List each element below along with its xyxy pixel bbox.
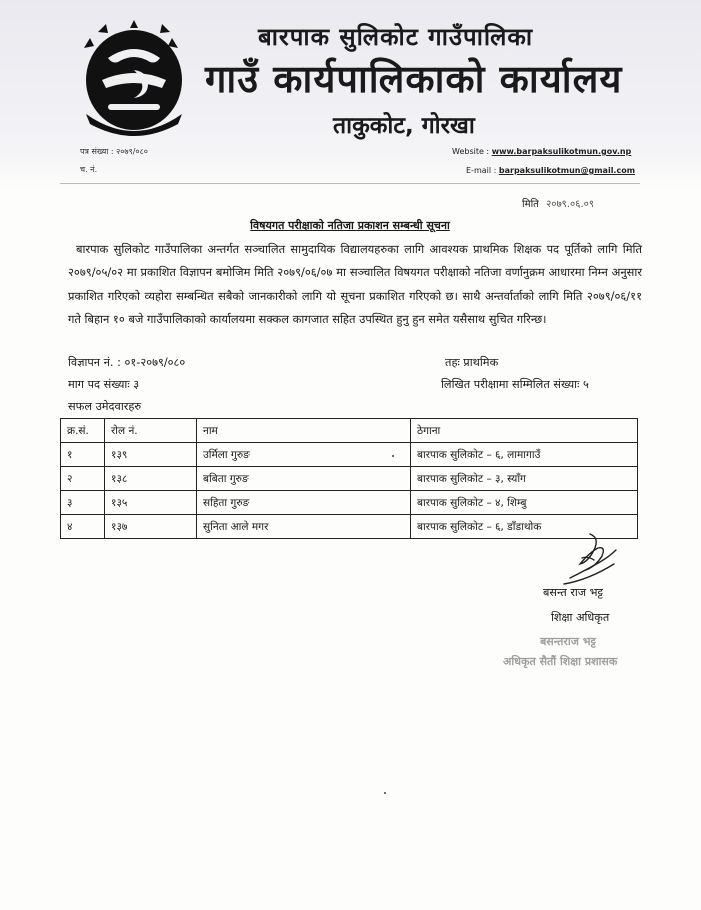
reference-number: पत्र संख्या : २०७९/०८० [80, 147, 148, 156]
signer-name: बसन्त राज भट्ट [543, 586, 603, 599]
cell-name: बबिता गुरुङ [197, 467, 411, 491]
email-line [466, 166, 635, 175]
cell-serial: १ [61, 443, 105, 467]
advertisement-number: विज्ञापन नं. : ०१-२०७९/०८० [68, 356, 186, 369]
header-serial: क्र.सं. [61, 419, 105, 443]
cell-roll: १३५ [105, 491, 197, 515]
table-row [61, 515, 638, 539]
cell-roll: १३८ [105, 467, 197, 491]
email-label: E-mail : [466, 166, 497, 175]
date-value: २०७९.०६.०९ [546, 199, 595, 210]
successful-candidates-label: सफल उमेदवारहरु [68, 400, 142, 413]
cell-roll: १३७ [105, 515, 197, 539]
examinees-count: लिखित परीक्षामा सम्मिलित संख्याः ५ [441, 378, 589, 391]
nepal-emblem-icon [78, 18, 190, 136]
level-label: तहः प्राथमिक [445, 356, 499, 369]
cell-serial: ३ [61, 491, 105, 515]
cell-name: सहिता गुरुङ [197, 491, 411, 515]
dispatch-number: च. नं. [80, 165, 98, 174]
cell-address: बारपाक सुलिकोट – ४, शिम्बु [411, 491, 638, 515]
notice-body: बारपाक सुलिकोट गाउँपालिका अन्तर्गत सञ्चालित सामुदायिक विद्यालयहरुका लागि आवश्यक प्राथमिक शिक्षक पद पूर्तिको लागि मिति २०७९/०५/०२ मा प्रकाशित विज्ञापन बमोजिम मिति २०७९/०६/०७ मा सञ्चालित विषयगत परीक्षाको नतिजा वर्णानुक्रम आधारमा निम्न अनुसार प्रकाशित गरिएको व्यहोरा सम्बन्धित सबैको जानकारीको लागि यो सूचना प्रकाशित गरिएको छ। साथै अन्तर्वार्ताको लागि मिति २०७९/०६/११ गते बिहान १० बजे गाउँपालिकाको कार्यालयमा सक्कल कागजात सहित उपस्थित हुनु हुन समेत यसैसाथ सुचित गरिन्छ। [68, 242, 642, 327]
cell-serial: २ [61, 467, 105, 491]
header-name: नाम [197, 419, 411, 443]
cell-address: बारपाक सुलिकोट – ६, लामागाउँ [411, 443, 638, 467]
signer-title: शिक्षा अधिकृत [551, 611, 610, 624]
cell-name: सुनिता आले मगर [197, 515, 411, 539]
notice-title: विषयगत परीक्षाको नतिजा प्रकाशन सम्बन्धी सूचना [250, 219, 450, 232]
stamp-title: अधिकृत सैतौं शिक्षा प्रशासक [503, 655, 618, 668]
cell-roll: १३९ [105, 443, 197, 467]
header-divider [60, 183, 640, 184]
cell-name: उर्मिला गुरुङ [197, 443, 411, 467]
website-link[interactable]: www.barpaksulikotmun.gov.np [491, 147, 632, 156]
table-row [61, 443, 638, 467]
table-header-row [61, 419, 638, 443]
email-link[interactable]: barpaksulikotmun@gmail.com [498, 166, 636, 175]
municipality-name: बारपाक सुलिकोट गाउँपालिका [258, 23, 534, 51]
notice-date [522, 196, 594, 210]
results-table [60, 418, 638, 539]
date-label: मिति [522, 199, 539, 210]
table-row [61, 467, 638, 491]
website-line [452, 147, 631, 156]
cell-address: बारपाक सुलिकोट – ६, डाँडाथोक [411, 515, 638, 539]
posts-demand: माग पद संख्याः ३ [68, 378, 140, 391]
signature-icon [560, 528, 622, 586]
header-roll: रोल नं. [105, 419, 197, 443]
stamp-name: बसन्तराज भट्ट [540, 635, 596, 648]
header-address: ठेगाना [411, 419, 638, 443]
office-name: गाउँ कार्यपालिकाको कार्यालय [205, 57, 623, 101]
cell-serial: ४ [61, 515, 105, 539]
scan-speck [392, 455, 394, 457]
table-row [61, 491, 638, 515]
office-location: ताकुकोट, गोरखा [333, 113, 475, 139]
cell-address: बारपाक सुलिकोट – ३, स्याँग [411, 467, 638, 491]
scan-speck [384, 792, 386, 794]
website-label: Website : [452, 147, 490, 156]
